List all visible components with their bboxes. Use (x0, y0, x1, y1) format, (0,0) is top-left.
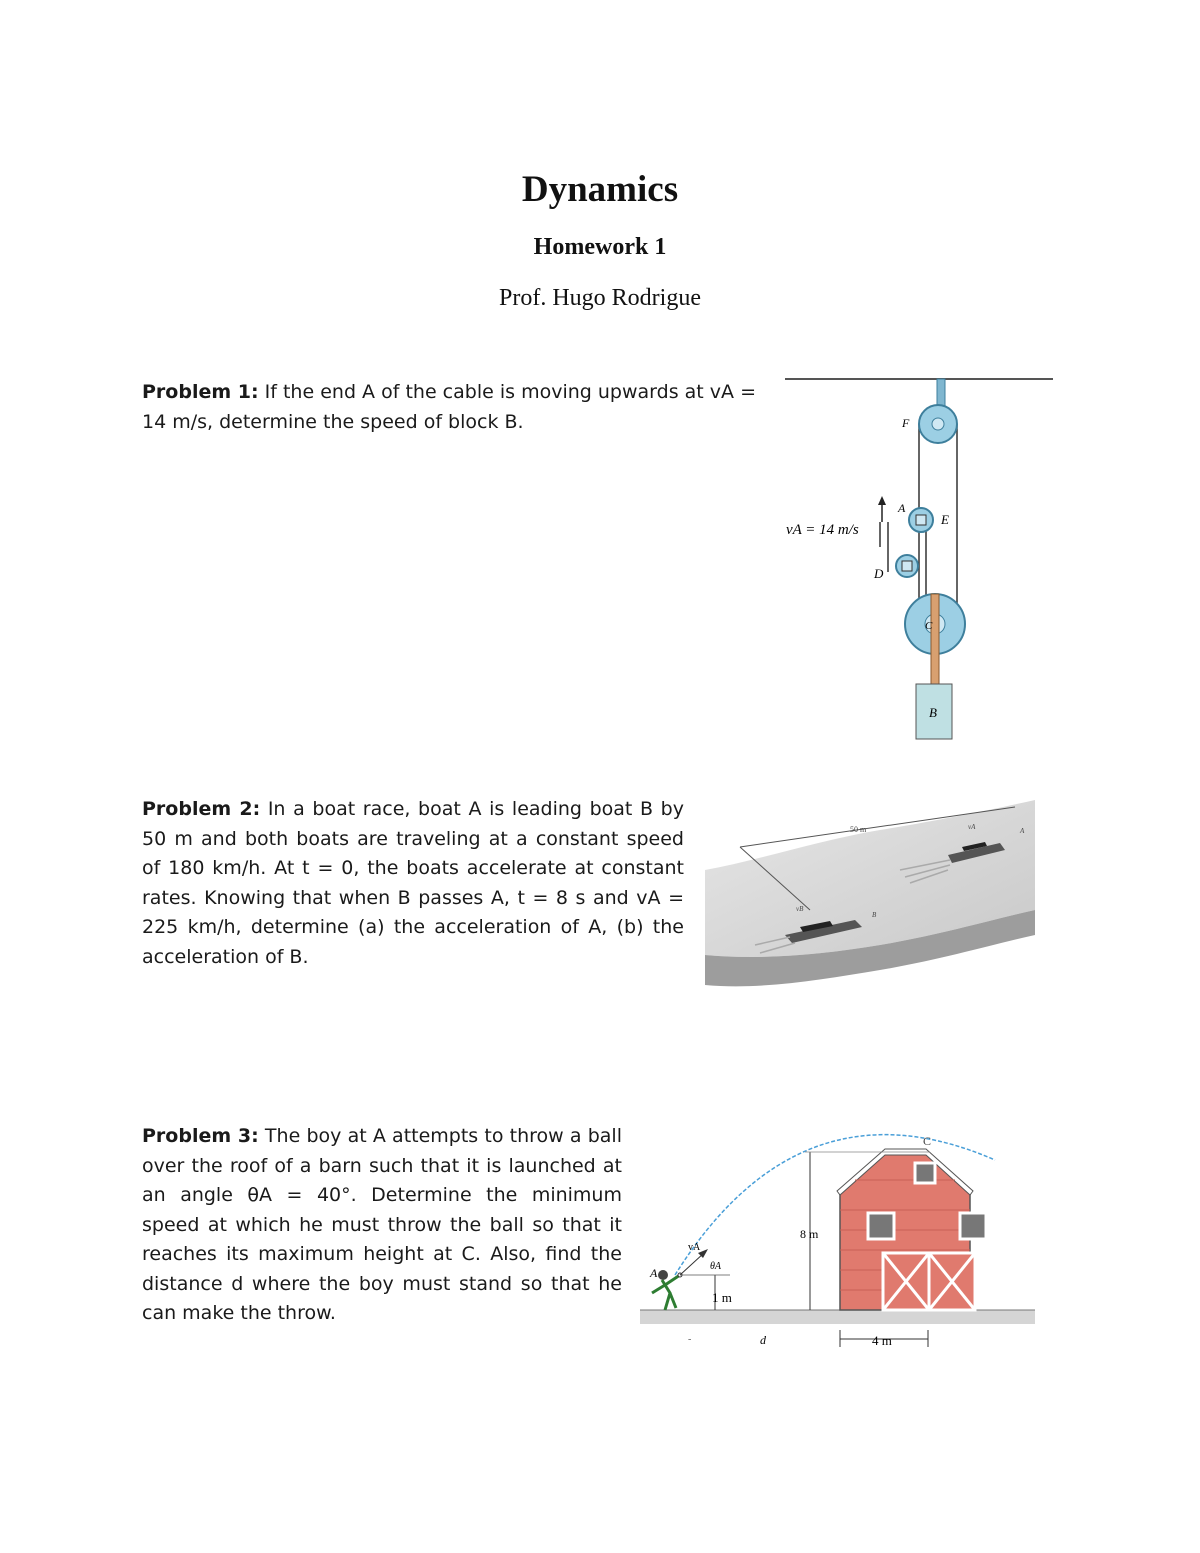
pulley-d (896, 555, 918, 577)
label-b: B (872, 911, 877, 919)
label-a: A (1020, 827, 1025, 835)
problem-3-label: Problem 3: (142, 1125, 259, 1147)
document-author: Prof. Hugo Rodrigue (499, 285, 701, 311)
pulley-c (905, 594, 965, 689)
pulley-system-figure (785, 372, 1055, 747)
width-label: 4 m (872, 1333, 892, 1348)
label-a: A (898, 501, 906, 515)
height-label: 8 m (800, 1227, 819, 1241)
label-va: vA (968, 823, 976, 831)
label-f: F (902, 416, 910, 430)
pulley-e (909, 508, 933, 532)
problem-1-body: If the end A of the cable is moving upwards at vA = 14 m/s, determine the speed of block B. (142, 381, 756, 433)
pulley-f (919, 405, 957, 443)
distance-label: 50 m (850, 825, 867, 834)
boat-race-figure (700, 795, 1040, 995)
label-vb: vB (796, 905, 804, 913)
launch-height-label: 1 m (712, 1290, 732, 1305)
barn-left-window (868, 1213, 894, 1239)
label-c: C (925, 620, 933, 632)
barn-right-window (960, 1213, 986, 1239)
label-a: A (650, 1266, 658, 1280)
problem-1-text (142, 378, 756, 437)
label-d: D (874, 566, 884, 581)
problem-2-body: In a boat race, boat A is leading boat B by 50 m and both boats are traveling at a constant speed of 180 km/h. At t = 0, the boats accelerate at constant rates. Knowing that when B passes A, t = 8 s and vA = 225 km/h, determine (a) the acceleration of A, (b) the acceleration of B. (142, 798, 684, 968)
barn (837, 1149, 986, 1310)
document-subtitle: Homework 1 (533, 234, 667, 260)
document-title: Dynamics (521, 169, 679, 210)
velocity-arrowhead (878, 496, 886, 505)
barn-throw-figure (640, 1125, 1040, 1355)
ground (640, 1310, 1035, 1324)
problem-2-text (142, 795, 684, 972)
velocity-arrow (680, 1253, 704, 1275)
distance-label: d (760, 1333, 766, 1347)
label-c: C (923, 1134, 932, 1148)
barn-doors (883, 1253, 975, 1310)
problem-2-label: Problem 2: (142, 798, 261, 820)
problem-3-body: The boy at A attempts to throw a ball over the roof of a barn such that it is launched at an angle θA = 40°. Determine the minimum speed at which he must throw the ball so that it reaches its maximum height at C. Also, find the distance d where the boy must stand so that he can make the throw. (142, 1125, 622, 1324)
label-b: B (929, 705, 937, 720)
problem-1-label: Problem 1: (142, 381, 259, 403)
problem-3-text (142, 1122, 622, 1329)
label-theta-a: θA (710, 1261, 722, 1272)
barn-top-window (915, 1163, 935, 1183)
label-e: E (941, 512, 949, 527)
label-va: vA (688, 1242, 701, 1253)
left-tick-mark: - (688, 1334, 692, 1345)
velocity-label: vA = 14 m/s (786, 522, 859, 538)
